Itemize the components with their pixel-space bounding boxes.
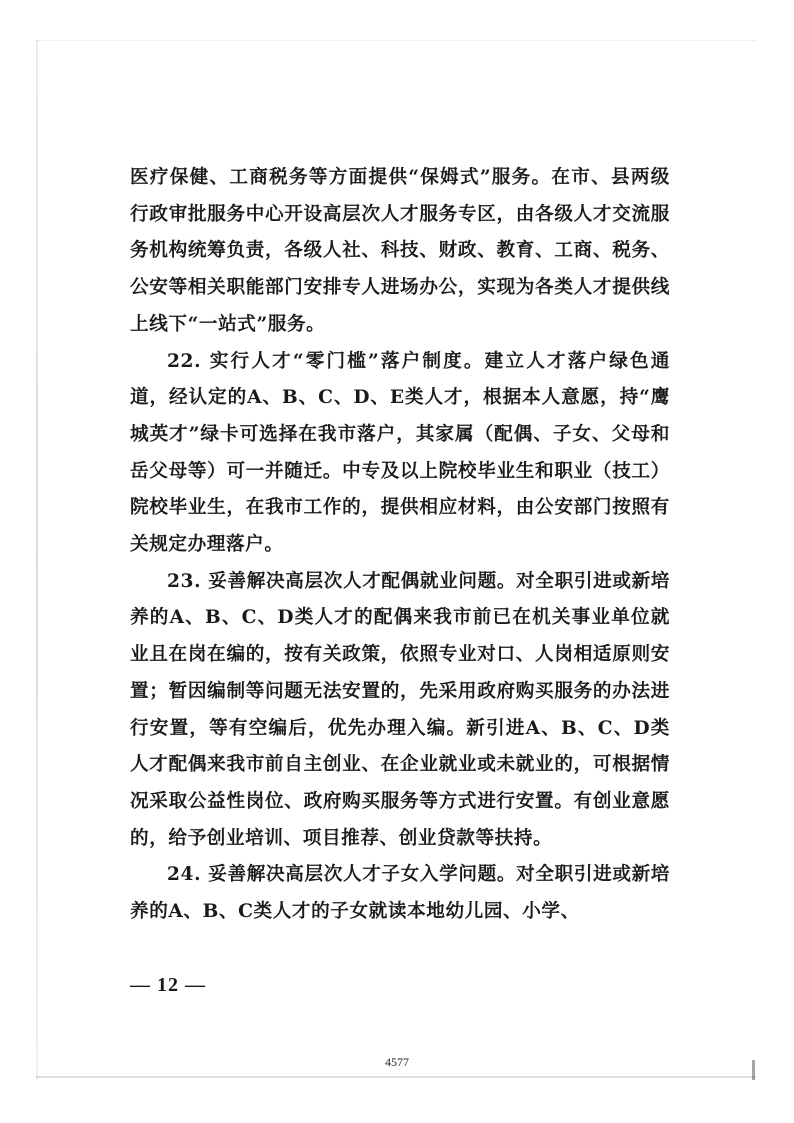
scan-edge-bottom: [36, 1076, 756, 1078]
scan-edge-left: [36, 40, 38, 1080]
paragraph-continuation: 医疗保健、工商税务等方面提供“保姆式”服务。在市、县两级行政审批服务中心开设高层次人才服务专区，由各级人才交流服务机构统筹负责，各级人社、科技、财政、教育、工商、税务、公安等相关职能部门安排专人进场办公，实现为各类人才提供线上线下“一站式”服务。: [130, 167, 670, 335]
paragraph-item-24: 24. 妥善解决高层次人才子女入学问题。对全职引进或新培养的A、B、C类人才的子女就读本地幼儿园、小学、: [130, 864, 670, 923]
document-body: [130, 160, 670, 931]
page-number: — 12 —: [130, 974, 206, 996]
paragraph-item-22: 22. 实行人才“零门槛”落户制度。建立人才落户绿色通道，经认定的A、B、C、D、E类人才，根据本人意愿，持“鹰城英才”绿卡可选择在我市落户，其家属（配偶、子女、父母和岳父母等）可一并随迁。中专及以上院校毕业生和职业（技工）院校毕业生，在我市工作的，提供相应材料，由公安部门按照有关规定办理落户。: [130, 350, 670, 556]
paragraph-item-23: 23. 妥善解决高层次人才配偶就业问题。对全职引进或新培养的A、B、C、D类人才的配偶来我市前已在机关事业单位就业且在岗在编的，按有关政策，依照专业对口、人岗相适原则安置；暂因编制等问题无法安置的，先采用政府购买服务的办法进行安置，等有空编后，优先办理入编。新引进A、B、C、D类人才配偶来我市前自主创业、在企业就业或未就业的，可根据情况采取公益性岗位、政府购买服务等方式进行安置。有创业意愿的，给予创业培训、项目推荐、创业贷款等扶持。: [130, 570, 670, 849]
scan-edge-top: [36, 40, 756, 41]
archive-stamp-number: 4577: [385, 1055, 409, 1069]
